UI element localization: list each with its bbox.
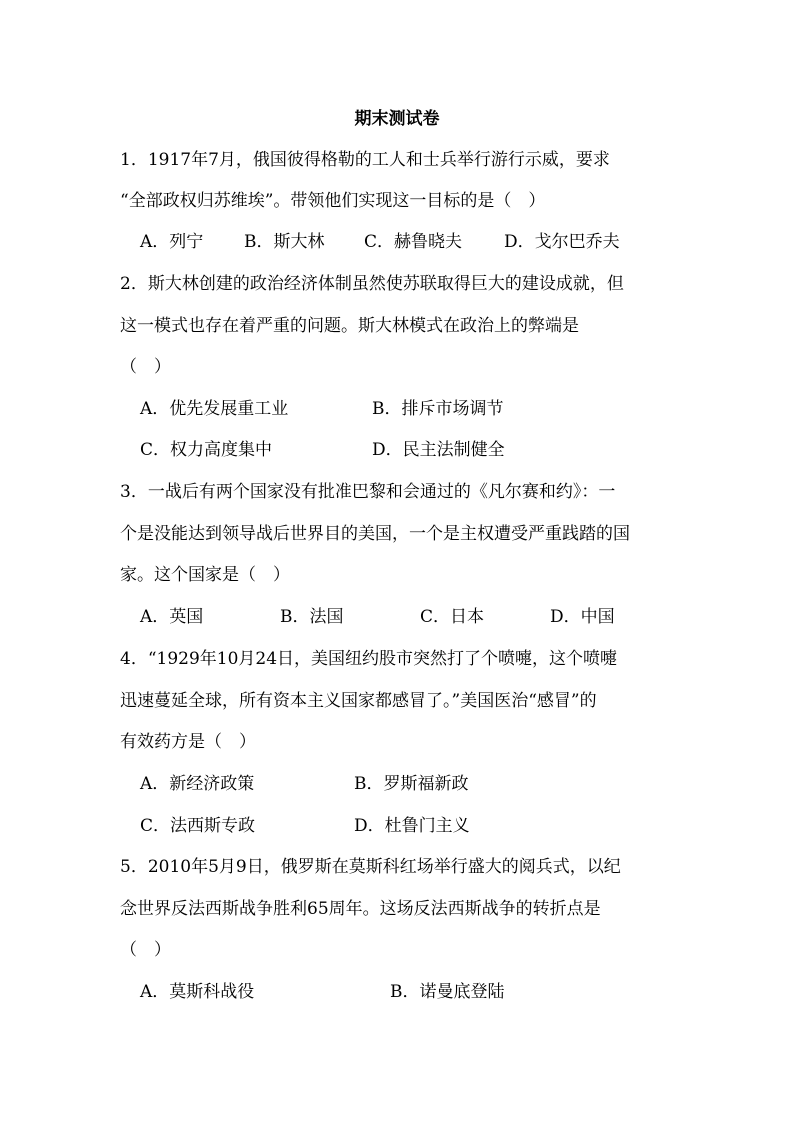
question-3-line-3: 家。这个国家是（ ） (120, 565, 290, 585)
question-2-option-c: C．权力高度集中 (140, 440, 273, 460)
question-2-option-a: A．优先发展重工业 (140, 399, 289, 419)
question-5-option-a: A．莫斯科战役 (140, 982, 255, 1002)
question-1-line-1: 1．1917年7月，俄国彼得格勒的工人和士兵举行游行示威，要求 (120, 150, 610, 170)
question-4-line-3: 有效药方是（ ） (120, 732, 256, 752)
question-2-line-3: （ ） (120, 357, 171, 377)
question-2-option-b: B．排斥市场调节 (372, 399, 504, 419)
question-1-option-b: B．斯大林 (244, 232, 325, 252)
question-4-option-d: D．杜鲁门主义 (354, 816, 470, 836)
question-4-line-2: 迅速蔓延全球，所有资本主义国家都感冒了。”美国医治“感冒”的 (120, 691, 597, 711)
question-3-option-c: C．日本 (420, 607, 485, 627)
question-5-line-2: 念世界反法西斯战争胜利65周年。这场反法西斯战争的转折点是 (120, 899, 601, 919)
page-title: 期末测试卷 (354, 109, 440, 129)
question-1-option-c: C．赫鲁晓夫 (364, 232, 463, 252)
question-3-option-b: B．法国 (280, 607, 344, 627)
question-3-option-a: A．英国 (140, 607, 204, 627)
question-2-line-1: 2．斯大林创建的政治经济体制虽然使苏联取得巨大的建设成就，但 (120, 274, 624, 294)
question-4-option-a: A．新经济政策 (140, 774, 255, 794)
question-1-option-d: D．戈尔巴乔夫 (504, 232, 620, 252)
question-4-option-c: C．法西斯专政 (140, 816, 256, 836)
question-1-option-a: A．列宁 (140, 232, 204, 252)
question-2-option-d: D．民主法制健全 (372, 440, 505, 460)
question-3-line-1: 3．一战后有两个国家没有批准巴黎和会通过的《凡尔赛和约》：一 (120, 482, 616, 502)
question-2-line-2: 这一模式也存在着严重的问题。斯大林模式在政治上的弊端是 (120, 316, 579, 336)
question-3-option-d: D．中国 (550, 607, 615, 627)
question-4-line-1: 4．“1929年10月24日，美国纽约股市突然打了个喷嚏，这个喷嚏 (120, 649, 618, 669)
question-3-line-2: 个是没能达到领导战后世界目的美国，一个是主权遭受严重践踏的国 (120, 524, 630, 544)
question-1-line-2: “全部政权归苏维埃”。带领他们实现这一目标的是（ ） (120, 191, 546, 211)
question-5-option-b: B．诺曼底登陆 (390, 982, 505, 1002)
question-5-line-1: 5．2010年5月9日，俄罗斯在莫斯科红场举行盛大的阅兵式，以纪 (120, 857, 621, 877)
question-4-option-b: B．罗斯福新政 (354, 774, 469, 794)
question-5-line-3: （ ） (120, 940, 171, 960)
